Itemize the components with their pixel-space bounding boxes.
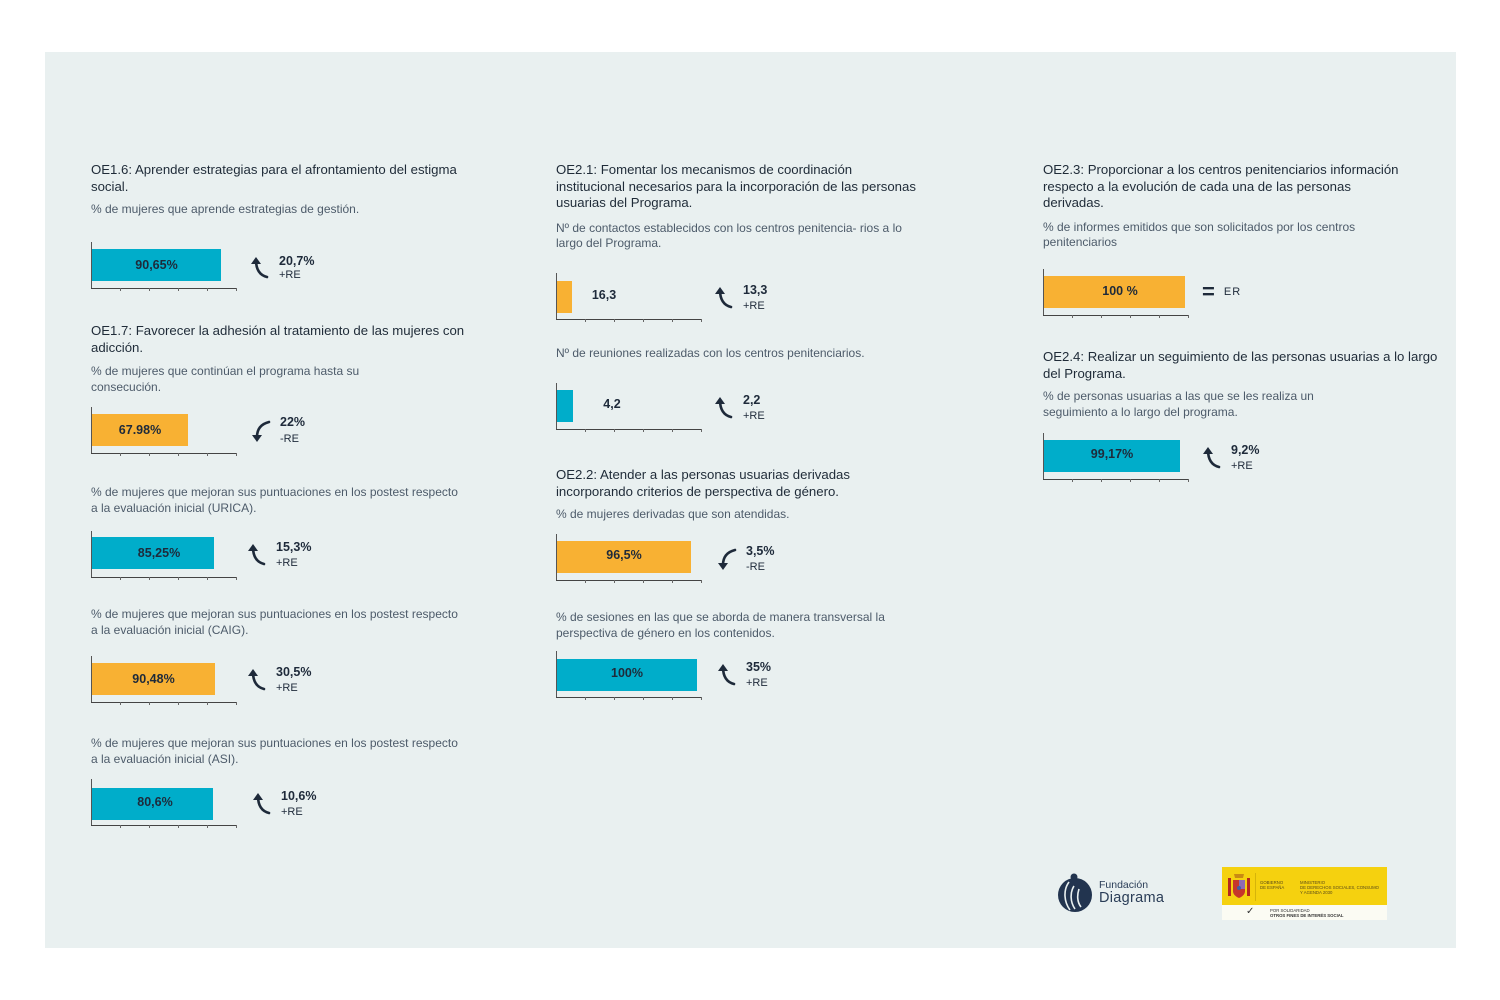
- variation: [713, 393, 765, 423]
- bar-chart: [91, 779, 237, 829]
- axis-tick: [120, 702, 121, 705]
- variation-value: 35%: [746, 660, 772, 674]
- bar-value: 100 %: [1102, 284, 1138, 298]
- indicator-description: % de mujeres que mejoran sus puntuaciones en los postest respecto a la evaluación inicial (ASI).: [91, 736, 458, 766]
- y-axis: [556, 534, 557, 580]
- axis-tick: [178, 825, 179, 828]
- arrow-up-curved-icon: [246, 667, 268, 693]
- objective-title: OE2.2: Atender a las personas usuarias derivadas incorporando criterios de perspectiva de género.: [556, 467, 850, 499]
- arrow-up-curved-icon: [249, 255, 271, 281]
- indicator-description: % de mujeres derivadas que son atendidas.: [556, 507, 790, 521]
- objective-oe22: [556, 467, 926, 523]
- logo-text-line1: Fundación: [1099, 879, 1149, 891]
- ministry-text: Y AGENDA 2030: [1300, 890, 1333, 895]
- variation-tag: +RE: [1231, 460, 1253, 472]
- objective-oe24: [1043, 349, 1443, 420]
- variation-value: 13,3: [743, 283, 768, 297]
- arrow-up-curved-icon: [251, 791, 273, 817]
- bar-value: 90,65%: [135, 258, 178, 272]
- axis-tick: [236, 577, 237, 580]
- axis-tick: [178, 453, 179, 456]
- objective-title: OE2.4: Realizar un seguimiento de las personas usuarias a lo largo del Programa.: [1043, 349, 1438, 381]
- variation: [713, 283, 767, 313]
- logo-text-line2: Diagrama: [1099, 890, 1165, 906]
- axis-tick: [236, 288, 237, 291]
- objective-oe16: [91, 162, 471, 218]
- bar-orange: [557, 281, 572, 313]
- variation: [1201, 443, 1260, 473]
- diagrama-emblem-icon: [1057, 872, 1093, 914]
- bar-chart: [556, 651, 702, 701]
- axis-tick: [1159, 479, 1160, 482]
- axis-tick: [178, 288, 179, 291]
- axis-tick: [178, 577, 179, 580]
- bar-value: 90,48%: [132, 672, 175, 686]
- y-axis: [556, 651, 557, 697]
- y-axis: [1043, 269, 1044, 315]
- axis-tick: [585, 580, 586, 583]
- bar-value: 67.98%: [118, 423, 162, 437]
- arrow-down-curved-icon: [716, 546, 738, 572]
- y-axis: [91, 407, 92, 453]
- x-axis: [91, 702, 237, 703]
- axis-tick: [614, 319, 615, 322]
- axis-tick: [207, 577, 208, 580]
- axis-tick: [149, 453, 150, 456]
- indicator-description: % de sesiones en las que se aborda de manera transversal la perspectiva de género en los contenidos.: [556, 610, 885, 640]
- x-axis: [556, 429, 702, 430]
- axis-tick: [672, 580, 673, 583]
- axis-tick: [672, 697, 673, 700]
- axis-tick: [1188, 479, 1189, 482]
- arrow-up-curved-icon: [716, 662, 738, 688]
- indicator-urica: [91, 485, 461, 516]
- bar-chart: [91, 242, 237, 292]
- variation-tag: -RE: [746, 561, 765, 573]
- indicator-caig: [91, 607, 461, 638]
- gov-text: GOBIERNO: [1260, 880, 1284, 885]
- variation: [1202, 279, 1242, 304]
- axis-tick: [643, 319, 644, 322]
- x-axis: [91, 453, 237, 454]
- variation-tag: +RE: [279, 269, 301, 281]
- objective-title: OE2.1: Fomentar los mecanismos de coordinación institucional necesarios para la incorporación de las personas usuarias del Programa.: [556, 162, 916, 210]
- axis-tick: [207, 288, 208, 291]
- variation-tag: +RE: [276, 557, 298, 569]
- variation-value: 2,2: [743, 393, 761, 407]
- axis-tick: [672, 319, 673, 322]
- axis-tick: [1188, 315, 1189, 318]
- axis-tick: [120, 288, 121, 291]
- y-axis: [556, 383, 557, 429]
- axis-tick: [149, 288, 150, 291]
- arrow-down-curved-icon: [250, 418, 272, 444]
- coat-of-arms-icon: [1228, 872, 1250, 900]
- objective-oe17: [91, 323, 476, 395]
- axis-tick: [701, 429, 702, 432]
- bar-chart: [91, 656, 237, 706]
- axis-tick: [149, 577, 150, 580]
- variation: [716, 544, 775, 574]
- objective-oe23: [1043, 162, 1413, 251]
- bar-chart: [556, 273, 702, 323]
- indicator-description: Nº de reuniones realizadas con los centros penitenciarios.: [556, 346, 865, 360]
- indicator-description: % de mujeres que mejoran sus puntuaciones en los postest respecto a la evaluación inicial (URICA).: [91, 485, 458, 515]
- arrow-up-curved-icon: [713, 285, 735, 311]
- bar-teal: [557, 390, 573, 422]
- axis-tick: [149, 702, 150, 705]
- axis-tick: [236, 453, 237, 456]
- axis-tick: [643, 697, 644, 700]
- ministry-text: DE DERECHOS SOCIALES, CONSUMO: [1300, 885, 1380, 890]
- indicator-reuniones: [556, 346, 926, 362]
- variation-tag: +RE: [276, 682, 298, 694]
- indicator-description: % de mujeres que aprende estrategias de gestión.: [91, 202, 360, 216]
- axis-tick: [207, 702, 208, 705]
- variation: [246, 540, 311, 570]
- solidarity-text: POR SOLIDARIDAD: [1270, 908, 1310, 913]
- axis-tick: [585, 319, 586, 322]
- indicator-description: Nº de contactos establecidos con los centros penitencia- rios a lo largo del Programa.: [556, 220, 902, 250]
- bar-value: 100%: [611, 666, 643, 680]
- axis-tick: [614, 697, 615, 700]
- variation-value: 3,5%: [746, 544, 775, 558]
- bar-value: 80,6%: [137, 795, 173, 809]
- variation: [246, 665, 311, 695]
- axis-tick: [1130, 479, 1131, 482]
- variation-value: 9,2%: [1231, 443, 1260, 457]
- axis-tick: [585, 697, 586, 700]
- fundacion-diagrama-logo: [1057, 872, 1164, 914]
- axis-tick: [643, 580, 644, 583]
- variation-value: 22%: [280, 415, 306, 429]
- solidarity-band: [1222, 905, 1387, 920]
- arrow-up-curved-icon: [1201, 445, 1223, 471]
- indicator-description: % de mujeres que mejoran sus puntuaciones en los postest respecto a la evaluación inicial (CAIG).: [91, 607, 458, 637]
- axis-tick: [614, 580, 615, 583]
- x-axis: [91, 825, 237, 826]
- y-axis: [91, 242, 92, 288]
- variation-value: 30,5%: [276, 665, 312, 679]
- bar-value: 4,2: [603, 397, 621, 411]
- variation-value: 10,6%: [281, 789, 317, 803]
- axis-tick: [120, 825, 121, 828]
- axis-tick: [149, 825, 150, 828]
- indicator-sesiones: [556, 610, 926, 641]
- axis-tick: [643, 429, 644, 432]
- ministry-text: MINISTERIO: [1300, 880, 1326, 885]
- x-axis: [556, 319, 702, 320]
- y-axis: [91, 531, 92, 577]
- y-axis: [1043, 433, 1044, 479]
- variation-tag: +RE: [281, 806, 303, 818]
- y-axis: [91, 779, 92, 825]
- axis-tick: [1072, 479, 1073, 482]
- arrow-up-curved-icon: [713, 395, 735, 421]
- x-axis: [556, 697, 702, 698]
- bar-chart: [1043, 269, 1189, 319]
- axis-tick: [1130, 315, 1131, 318]
- y-axis: [91, 656, 92, 702]
- bar-value: 96,5%: [606, 548, 642, 562]
- axis-tick: [585, 429, 586, 432]
- solidarity-text: OTROS FINES DE INTERÉS SOCIAL: [1270, 913, 1344, 918]
- axis-tick: [1072, 315, 1073, 318]
- x-axis: [91, 288, 237, 289]
- variation-tag: -RE: [280, 433, 299, 445]
- axis-tick: [1101, 479, 1102, 482]
- bar-chart: [91, 407, 237, 457]
- bar-chart: [556, 534, 702, 584]
- axis-tick: [1159, 315, 1160, 318]
- x-axis: [91, 577, 237, 578]
- axis-tick: [236, 702, 237, 705]
- bar-value: 16,3: [591, 288, 617, 302]
- indicator-description: % de mujeres que continúan el programa hasta su consecución.: [91, 364, 360, 394]
- bar-value: 99,17%: [1090, 447, 1134, 461]
- axis-tick: [178, 702, 179, 705]
- x-axis: [1043, 479, 1189, 480]
- variation-value: 20,7%: [279, 254, 315, 268]
- variation-tag: +RE: [743, 410, 765, 422]
- axis-tick: [672, 429, 673, 432]
- bar-chart: [91, 531, 237, 581]
- indicator-asi: [91, 736, 461, 767]
- arrow-up-curved-icon: [246, 542, 268, 568]
- equals-icon: =: [1202, 279, 1215, 304]
- variation-tag: +RE: [746, 677, 768, 689]
- bar-chart: [556, 383, 702, 433]
- variation: [249, 254, 314, 282]
- variation: [251, 789, 316, 819]
- divider: [1255, 873, 1256, 901]
- x-axis: [1043, 315, 1189, 316]
- variation: [250, 415, 305, 446]
- axis-tick: [701, 697, 702, 700]
- objective-title: OE1.7: Favorecer la adhesión al tratamiento de las mujeres con adicción.: [91, 323, 465, 355]
- y-axis: [556, 273, 557, 319]
- indicator-description: % de informes emitidos que son solicitados por los centros penitenciarios: [1043, 219, 1356, 249]
- x-axis: [556, 580, 702, 581]
- axis-tick: [120, 577, 121, 580]
- variation: [716, 660, 771, 690]
- axis-tick: [236, 825, 237, 828]
- variation-tag: +RE: [743, 300, 765, 312]
- bar-chart: [1043, 433, 1189, 483]
- axis-tick: [120, 453, 121, 456]
- gobierno-espana-logo: [1222, 867, 1387, 920]
- variation-value: 15,3%: [276, 540, 312, 554]
- checkmark-icon: ✓: [1246, 906, 1255, 917]
- axis-tick: [1101, 315, 1102, 318]
- axis-tick: [207, 453, 208, 456]
- bar-value: 85,25%: [137, 546, 181, 560]
- axis-tick: [614, 429, 615, 432]
- variation-tag: ER: [1223, 286, 1242, 298]
- objective-title: OE1.6: Aprender estrategias para el afrontamiento del estigma social.: [91, 162, 457, 194]
- axis-tick: [207, 825, 208, 828]
- axis-tick: [701, 319, 702, 322]
- objective-oe21: [556, 162, 916, 252]
- indicator-description: % de personas usuarias a las que se les realiza un seguimiento a lo largo del programa.: [1043, 389, 1314, 419]
- gov-text: DE ESPAÑA: [1260, 885, 1285, 890]
- axis-tick: [701, 580, 702, 583]
- objective-title: OE2.3: Proporcionar a los centros penitenciarios información respecto a la evolución de cada una de las personas derivadas.: [1043, 162, 1399, 210]
